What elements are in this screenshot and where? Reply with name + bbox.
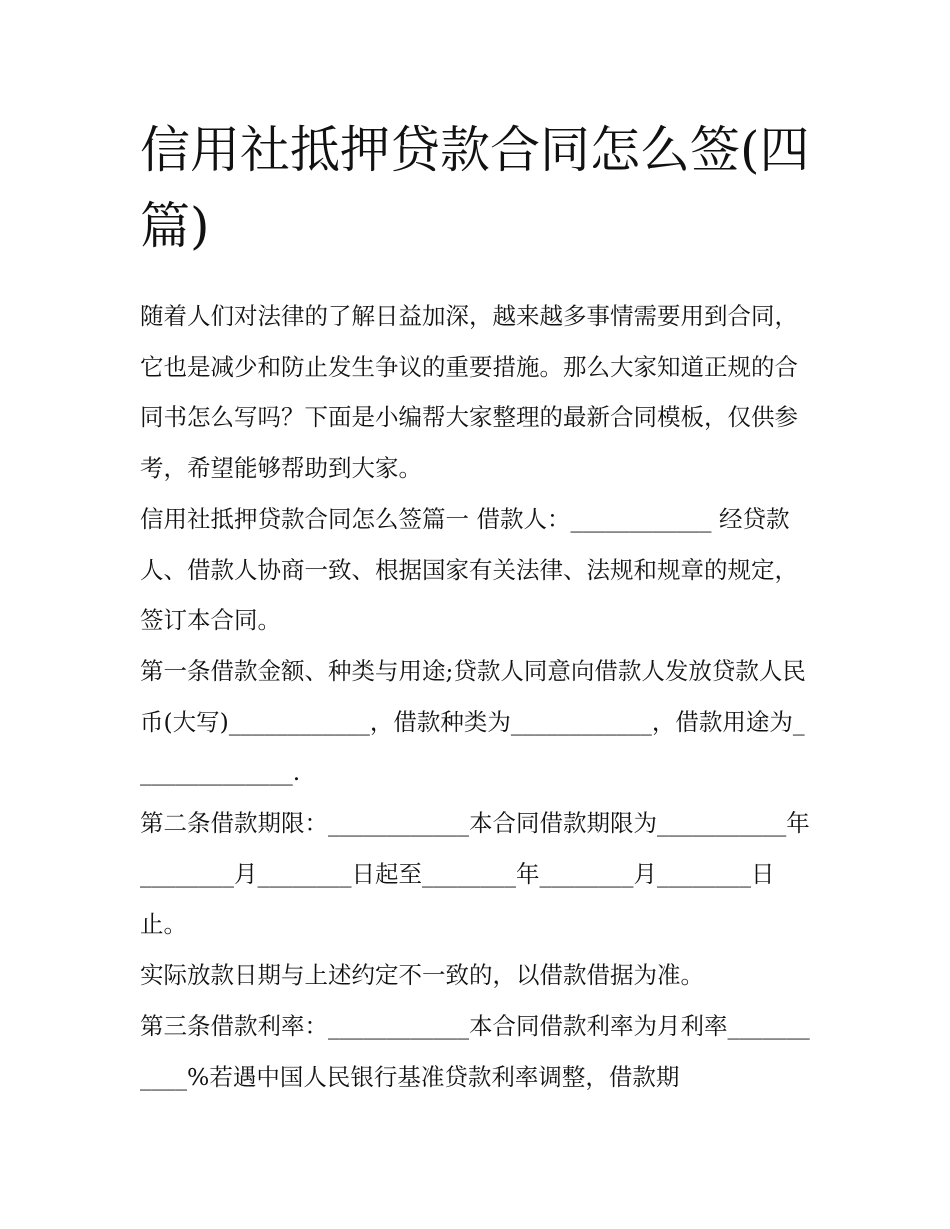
- disbursement-date-paragraph: 实际放款日期与上述约定不一致的，以借款借据为准。: [140, 961, 704, 990]
- intro-paragraph: 随着人们对法律的了解日益加深，越来越多事情需要用到合同，它也是减少和防止发生争议的重要措施。那么大家知道正规的合同书怎么写吗？下面是小编帮大家整理的最新合同模板，仅供参考，希望能够帮助到大家。: [140, 302, 798, 483]
- document-title: 信用社抵押贷款合同怎么签(四篇): [140, 121, 810, 255]
- article-1-paragraph: 第一条借款金额、种类与用途;贷款人同意向借款人发放贷款人民币(大写)____________，借款种类为____________，借款用途为______________.: [140, 656, 806, 787]
- article-3-paragraph: 第三条借款利率：____________本合同借款利率为月利率___________%若遇中国人民银行基准贷款利率调整，借款期: [140, 1011, 810, 1091]
- contract-preamble-paragraph: 信用社抵押贷款合同怎么签篇一 借款人：____________ 经贷款人、借款人协商一致、根据国家有关法律、法规和规章的规定，签订本合同。: [140, 504, 798, 635]
- document-page: [140, 112, 812, 1102]
- article-2-paragraph: 第二条借款期限：____________本合同借款期限为___________年________月________日起至________年________月________日止。: [140, 809, 810, 939]
